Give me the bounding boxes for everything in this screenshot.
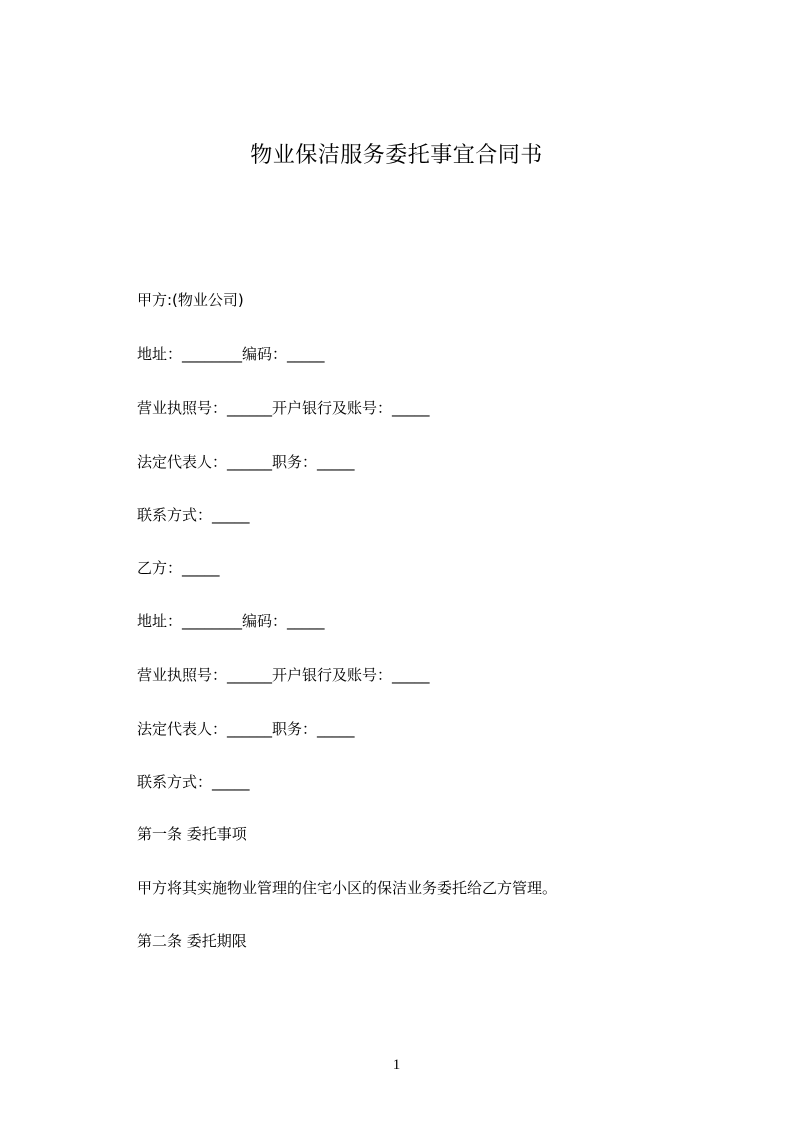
party-b-license-line: 营业执照号：______开户银行及账号：_____ [137, 666, 430, 684]
party-a-address-line: 地址：________编码：_____ [137, 345, 325, 363]
party-a-license-line: 营业执照号：______开户银行及账号：_____ [137, 399, 430, 417]
article-2-heading: 第二条 委托期限 [137, 932, 247, 950]
party-a-representative-line: 法定代表人：______职务：_____ [137, 453, 355, 471]
party-b-representative-line: 法定代表人：______职务：_____ [137, 720, 355, 738]
party-b-line: 乙方：_____ [137, 559, 220, 577]
party-b-contact-line: 联系方式：_____ [137, 773, 250, 791]
party-a-line: 甲方:(物业公司) [137, 291, 244, 309]
article-1-body: 甲方将其实施物业管理的住宅小区的保洁业务委托给乙方管理。 [137, 879, 558, 897]
page-number: 1 [392, 1057, 401, 1073]
article-1-heading: 第一条 委托事项 [137, 825, 247, 843]
party-b-address-line: 地址：________编码：_____ [137, 612, 325, 630]
document-title: 物业保洁服务委托事宜合同书 [250, 143, 543, 168]
party-a-contact-line: 联系方式：_____ [137, 506, 250, 524]
